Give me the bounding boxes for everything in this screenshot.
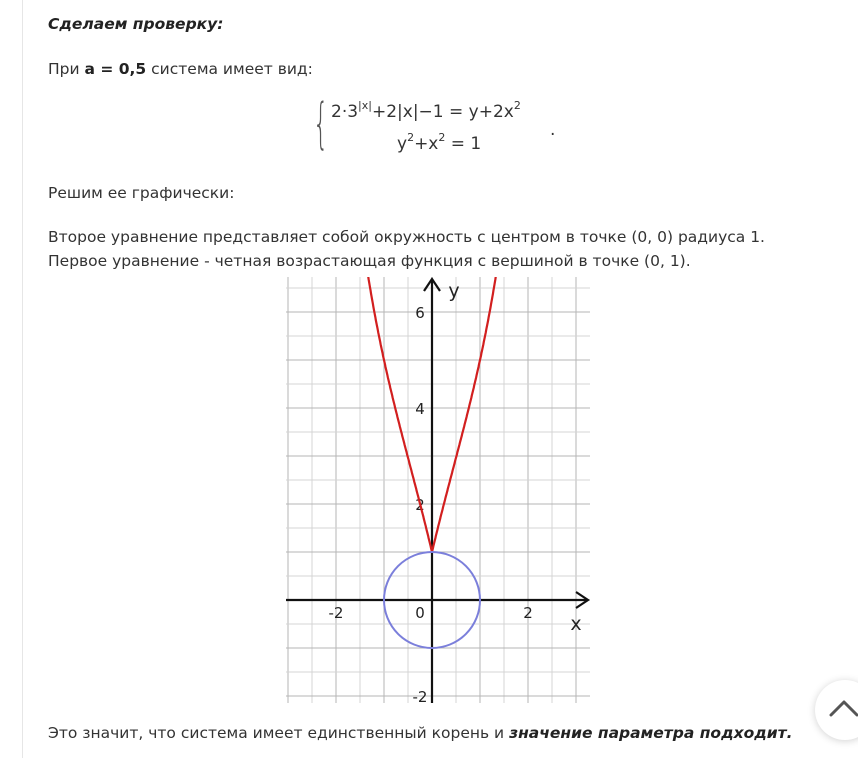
- y-tick-label: -2: [412, 688, 428, 703]
- chevron-up-icon: [829, 698, 858, 718]
- eq1-exponent: |x|: [358, 99, 372, 112]
- intro-paragraph: [48, 57, 313, 81]
- eq2-exponent: 2: [407, 131, 415, 144]
- x-tick-label: 2: [523, 604, 533, 622]
- equation-system: [313, 92, 563, 162]
- function-graph: [286, 277, 590, 703]
- y-axis-label: y: [448, 280, 460, 302]
- y-tick-label: 2: [415, 496, 425, 514]
- intro-suffix: система имеет вид:: [146, 60, 313, 78]
- y-tick-label: 4: [415, 400, 425, 418]
- conclusion-prefix: Это значит, что система имеет единственный корень и: [48, 724, 510, 742]
- eq1-part-b: +2|x|−1 = y+2x: [371, 102, 514, 122]
- eq1-part-a: 2·3: [331, 102, 359, 122]
- origin-label: 0: [415, 604, 425, 622]
- y-tick-label: 6: [415, 304, 425, 322]
- equation-2: [397, 131, 482, 154]
- solve-paragraph: Решим ее графически:: [48, 184, 235, 202]
- eq2-part-a: y: [397, 134, 408, 154]
- explanation-paragraph: Второе уравнение представляет собой окружность с центром в точке (0, 0) радиуса 1. Первое уравнение - четная возрастающая функция с вершиной в точке (0, 1).: [48, 228, 765, 270]
- conclusion-emphasis: значение параметра подходит.: [509, 724, 793, 742]
- eq2-part-c: = 1: [445, 134, 482, 154]
- eq2-part-b: +x: [414, 134, 439, 154]
- equation-1: [331, 99, 521, 122]
- intro-prefix: При: [48, 60, 85, 78]
- x-tick-label: -2: [328, 604, 344, 622]
- section-heading: Сделаем проверку:: [48, 15, 224, 33]
- eq2-exponent-2: 2: [438, 131, 446, 144]
- x-axis-label: x: [570, 613, 582, 635]
- system-brace: {: [313, 92, 329, 155]
- eq1-exponent-2: 2: [513, 99, 521, 112]
- system-period: .: [550, 120, 556, 140]
- conclusion-paragraph: [48, 721, 792, 745]
- parameter-value: a = 0,5: [84, 60, 147, 78]
